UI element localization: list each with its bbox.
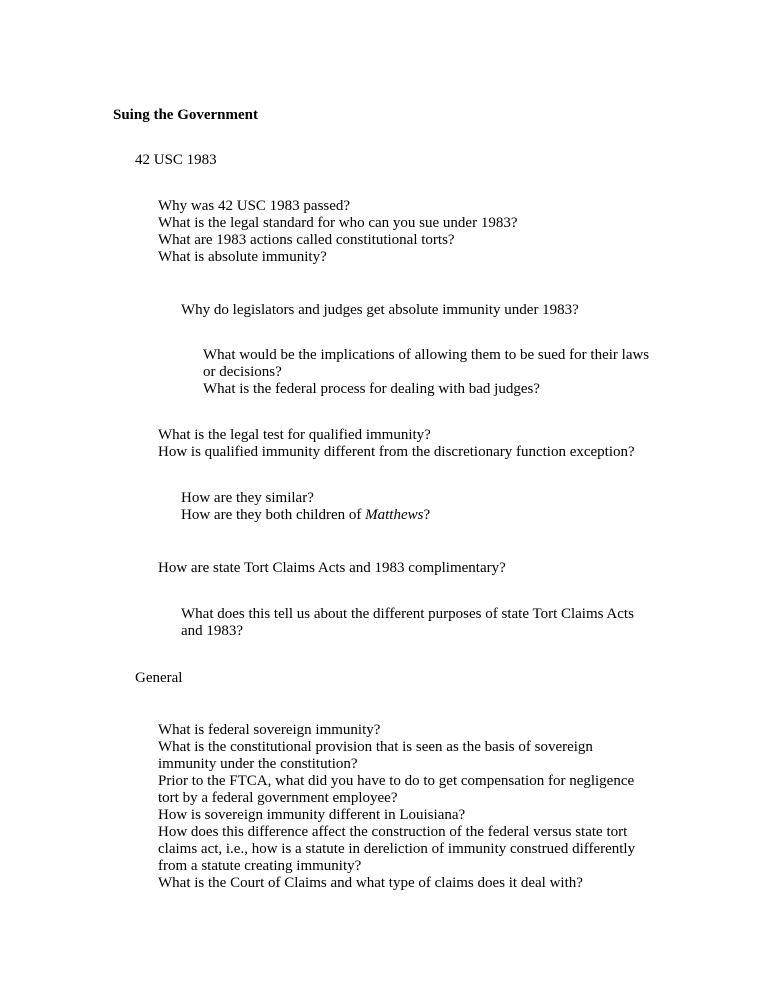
question-line: What is federal sovereign immunity? [158,722,381,738]
question-line: tort by a federal government employee? [158,790,398,806]
case-name: Matthews [365,507,424,523]
question-line: immunity under the constitution? [158,756,358,772]
question-line: or decisions? [203,364,282,380]
section-heading-general: General [135,670,183,686]
question-line: How does this difference affect the construction of the federal versus state tort [158,824,628,840]
question-line: How is qualified immunity different from the discretionary function exception? [158,444,635,460]
question-line: What is the federal process for dealing with bad judges? [203,381,540,397]
question-line: What is the legal test for qualified immunity? [158,427,431,443]
question-line: What is absolute immunity? [158,249,327,265]
question-line: Why was 42 USC 1983 passed? [158,198,351,214]
question-line: What is the constitutional provision that is seen as the basis of sovereign [158,739,593,755]
question-line: and 1983? [181,623,244,639]
question-mark: ? [423,507,431,523]
question-line: What are 1983 actions called constitutional torts? [158,232,455,248]
question-line: from a statute creating immunity? [158,858,362,874]
question-line: What does this tell us about the different purposes of state Tort Claims Acts [181,606,634,622]
question-line: What is the legal standard for who can you sue under 1983? [158,215,518,231]
section-heading-1983: 42 USC 1983 [135,152,217,168]
question-line: How is sovereign immunity different in Louisiana? [158,807,466,823]
question-line: claims act, i.e., how is a statute in dereliction of immunity construed differently [158,841,636,857]
question-line: What would be the implications of allowing them to be sued for their laws [203,347,650,363]
question-line [181,507,430,524]
document-title: Suing the Government [113,107,259,123]
question-line: Prior to the FTCA, what did you have to do to get compensation for negligence [158,773,635,789]
question-line: What is the Court of Claims and what type of claims does it deal with? [158,875,583,891]
question-line: How are state Tort Claims Acts and 1983 complimentary? [158,560,506,576]
question-line: Why do legislators and judges get absolute immunity under 1983? [181,302,579,318]
question-line: How are they similar? [181,490,314,506]
question-text: How are they both children of [181,507,366,523]
